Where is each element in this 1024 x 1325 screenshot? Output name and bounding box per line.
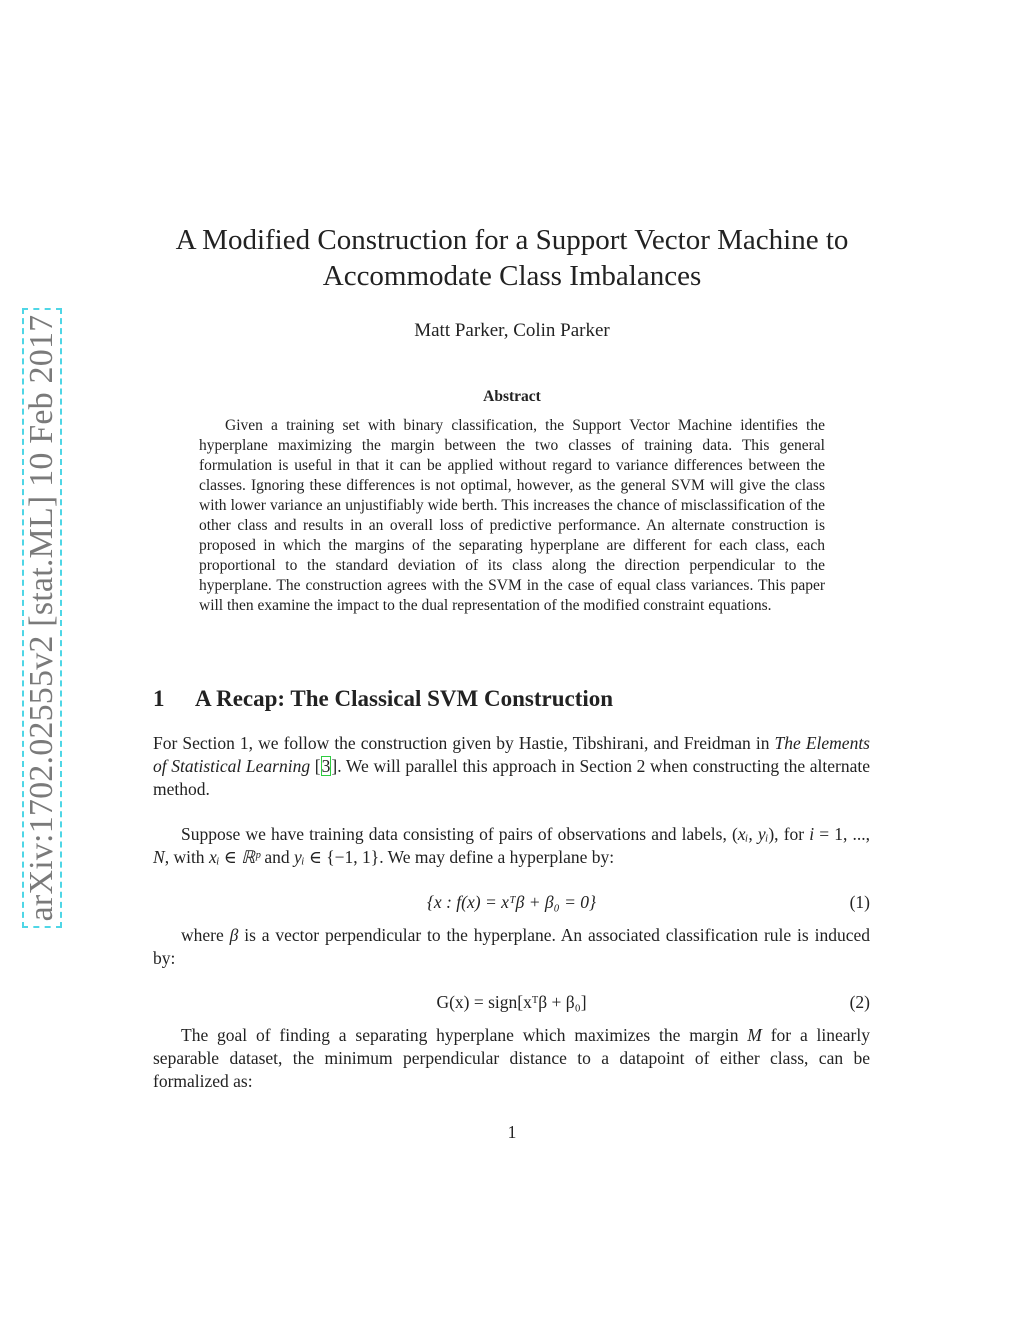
math-xi-in-rp: xᵢ ∈ ℝᵖ (208, 847, 260, 867)
paragraph-2-text-f: ∈ {−1, 1}. We may define a hyperplane by: (304, 847, 615, 867)
equation-1-body: {x : f(x) = xᵀβ + β₀ = 0} (426, 892, 597, 912)
paragraph-4 (153, 1024, 870, 1093)
math-i: i (809, 824, 815, 844)
section-1-heading (153, 686, 873, 712)
section-number: 1 (153, 686, 165, 711)
math-yi: yᵢ (294, 847, 305, 867)
paragraph-1-text: For Section 1, we follow the construction given by Hastie, Tibshirani, and Freidman in (153, 733, 775, 753)
citation-link-3[interactable]: 3 (321, 756, 331, 776)
paragraph-1-text-end: . We will parallel this approach in Section 2 when constructing the alternate method. (153, 756, 871, 799)
paragraph-4-text: The goal of finding a separating hyperplane which maximizes the margin (181, 1025, 748, 1045)
equation-2-number: (2) (849, 992, 870, 1012)
title-line-2: Accommodate Class Imbalances (322, 260, 702, 292)
paragraph-2-text-b: ), for (768, 824, 810, 844)
paragraph-2-text-e: and (260, 847, 295, 867)
paragraph-2-text: Suppose we have training data consisting of pairs of observations and labels, ( (181, 824, 738, 844)
paragraph-3-text: where (181, 925, 230, 945)
paper-authors: Matt Parker, Colin Parker (414, 320, 610, 341)
section-title: A Recap: The Classical SVM Construction (195, 686, 614, 711)
abstract-heading: Abstract (483, 388, 541, 405)
paragraph-1: For Section 1, we follow the construction given by Hastie, Tibshirani, and Freidman in The Elements of Statistical Learning [3]. We will parallel this approach in Section 2 when constructing the alternate method. (153, 733, 871, 799)
paragraph-3 (153, 924, 870, 970)
paragraph-3-text-b: is a vector perpendicular to the hyperplane. An associated classification rule is induced by: (153, 925, 870, 968)
abstract-body: Given a training set with binary classification, the Support Vector Machine identifies the hyperplane maximizing the margin between the two classes of training data. This general formulation is useful in that it can be applied without regard to variance differences between the classes. Ignoring these differences is not optimal, however, as the general SVM will give the class with lower variance an unjustifiably wide berth. This increases the chance of misclassification of the other class and results in an overall loss of predictive performance. An alternate construction is proposed in which the margins of the separating hyperplane are different for each class, each proportional to the standard deviation of its class along the direction perpendicular to the hyperplane. The construction agrees with the SVM in the case of equal class variances. This paper will then examine the impact to the dual representation of the modified constraint equations. (199, 417, 825, 614)
math-beta: β (229, 925, 239, 945)
paragraph-2-text-c: = 1, ..., (814, 824, 870, 844)
paragraph-2 (153, 823, 870, 869)
equation-2 (153, 992, 870, 1016)
page-number: 1 (507, 1122, 517, 1142)
equation-1-number: (1) (849, 892, 870, 912)
title-line-1: A Modified Construction for a Support Vector Machine to (175, 224, 849, 256)
math-M: M (747, 1025, 762, 1045)
paragraph-2-text-d: , with (164, 847, 209, 867)
paper-title (120, 222, 904, 294)
math-xi-yi: xᵢ, yᵢ (737, 824, 769, 844)
paragraph-4-text-b: for a linearly separable dataset, the minimum perpendicular distance to a datapoint of either class, can be formalized as: (153, 1025, 871, 1091)
arxiv-stamp (22, 308, 62, 928)
equation-1 (153, 892, 870, 916)
equation-2-body: G(x) = sign[xᵀβ + β₀] (436, 992, 587, 1012)
math-N: N (153, 847, 165, 867)
book-title: The Elements of Statistical Learning (153, 733, 870, 776)
arxiv-stamp-text: arXiv:1702.02555v2 [stat.ML] 10 Feb 2017 (23, 314, 60, 922)
